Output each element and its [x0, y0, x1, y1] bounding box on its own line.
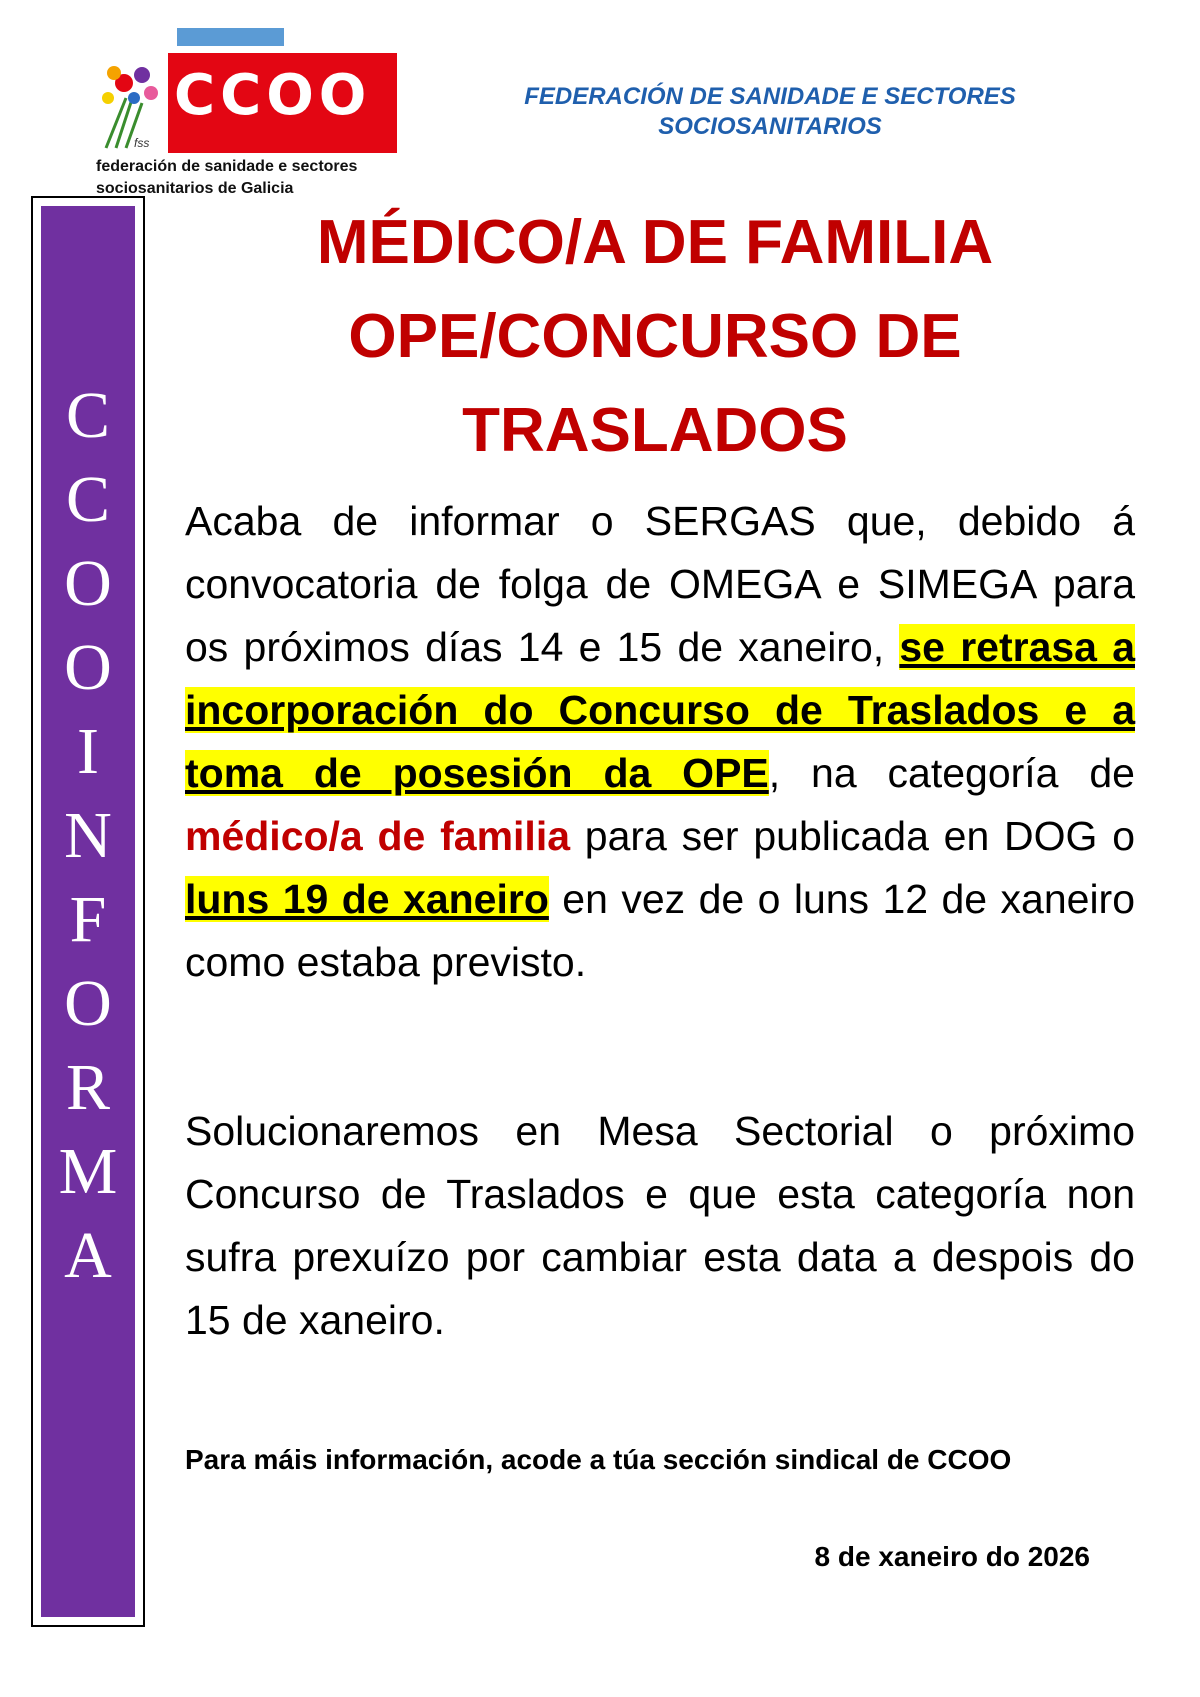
p1-intro: Acaba de informar o SERGAS que, debido á convocatoria de folga de OMEGA e SIMEGA para os próximos días 14 e 15 de xaneiro,	[185, 498, 1135, 670]
solution-paragraph: Solucionaremos en Mesa Sectorial o próximo Concurso de Traslados e que esta categoría non sufra prexuízo por cambiar esta data a despois do 15 de xaneiro.	[185, 1108, 1135, 1343]
logo-blue-bar	[177, 28, 284, 46]
logo-subtitle-line1: federación de sanidade e sectores	[96, 158, 358, 175]
logo-subtitle	[96, 156, 357, 200]
p1-category: médico/a de familia	[185, 813, 571, 859]
footer-date: 8 de xaneiro do 2026	[814, 1541, 1090, 1572]
federation-line2: SOCIOSANITARIOS	[658, 113, 882, 140]
sidebar-letter: O	[64, 547, 112, 620]
ccoo-logo	[96, 28, 406, 197]
p1-comma: , na categoría de	[768, 750, 1135, 796]
sidebar-letter: O	[64, 631, 112, 704]
page-title	[170, 196, 1140, 478]
p1-highlight: se retrasa a incorporación do Concurso de Traslados e a toma de posesión da OPE	[185, 624, 1135, 796]
title-line1: MÉDICO/A DE FAMILIA	[316, 208, 994, 277]
flowers-icon	[96, 53, 168, 153]
logo-wordmark: CCOO	[174, 63, 372, 128]
logo-subtitle-line2: sociosanitarios de Galicia	[96, 180, 294, 197]
federation-heading	[450, 82, 1090, 142]
p1-end: en vez de o luns 12 de xaneiro como estaba previsto.	[185, 876, 1136, 985]
sidebar-letter: F	[69, 883, 107, 956]
sidebar-letter: R	[65, 1051, 111, 1124]
federation-line1: FEDERACIÓN DE SANIDADE E SECTORES	[524, 83, 1016, 110]
sidebar-letter: O	[64, 967, 112, 1040]
sidebar-letter: C	[65, 463, 111, 536]
sidebar-ccoo-informa	[41, 374, 135, 1298]
sidebar-letter: I	[77, 715, 99, 788]
footer-info: Para máis información, acode a túa sección sindical de CCOO	[185, 1444, 1012, 1475]
logo-fss: fss	[134, 136, 150, 150]
p1-date: luns 19 de xaneiro	[185, 876, 549, 922]
sidebar-letter: C	[65, 379, 111, 452]
title-line2: OPE/CONCURSO DE	[348, 302, 962, 371]
sidebar-letter: M	[58, 1135, 118, 1208]
title-line3: TRASLADOS	[462, 396, 848, 465]
p1-mid: para ser publicada en DOG o	[570, 813, 1135, 859]
announcement-paragraph	[185, 490, 1135, 994]
sidebar-letter: A	[64, 1219, 112, 1292]
sidebar-letter: N	[64, 799, 112, 872]
